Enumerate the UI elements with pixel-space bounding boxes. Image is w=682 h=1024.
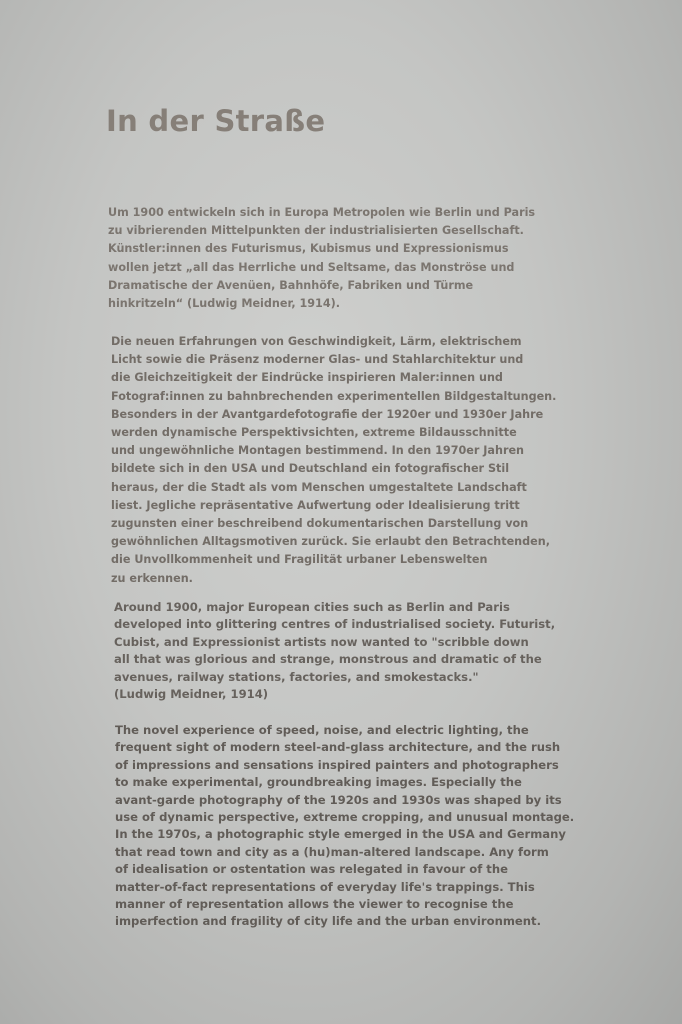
english-paragraph-2: The novel experience of speed, noise, and electric lighting, the frequent sight of modern steel-and-glass architecture, and the rush of impressions and sensations inspired painters and photographers to make experimental, groundbreaking images. Especially the avant-garde photography of the 1920s and 1930s was shaped by its use of dynamic perspective, extreme cropping, and unusual montage. In the 1970s, a photographic style emerged in the USA and Germany that read town and city as a (hu)man-altered landscape. Any form of idealisation or ostentation was relegated in favour of the matter-of-fact representations of everyday life's trappings. This manner of representation allows the viewer to recognise the imperfection and fragility of city life and the urban environment. bbox=[115, 723, 575, 929]
german-paragraph-2: Die neuen Erfahrungen von Geschwindigkeit, Lärm, elektrischem Licht sowie die Präsenz moderner Glas- und Stahlarchitektur und die Gleichzeitigkeit der Eindrücke inspirieren Maler:innen und Fotograf:innen zu bahnbrechenden experimentellen Bildgestaltungen. Besonders in der Avantgardefotografie der 1920er und 1930er Jahre werden dynamische Perspektivsichten, extreme Bildausschnitte und ungewöhnliche Montagen bestimmend. In den 1970er Jahren bildete sich in den USA und Deutschland ein fotografischer Stil heraus, der die Stadt als vom Menschen umgestaltete Landschaft liest. Jegliche repräsentative Aufwertung oder Idealisierung tritt zugunsten einer beschreibend dokumentarischen Darstellung von gewöhnlichen Alltagsmotiven zurück. Sie erlaubt den Betrachtenden, die Unvollkommenheit und Fragilität urbaner Lebenswelten zu erkennen. bbox=[111, 335, 557, 585]
english-paragraph-1: Around 1900, major European cities such as Berlin and Paris developed into glittering centres of industrialised society. Futurist, Cubist, and Expressionist artists now wanted to "scribble down all that was glorious and strange, monstrous and dramatic of the avenues, railway stations, factories, and smokestacks." (Ludwig Meidner, 1914) bbox=[114, 600, 556, 702]
german-paragraph-1: Um 1900 entwickeln sich in Europa Metropolen wie Berlin und Paris zu vibrierenden Mittelpunkten der industrialisierten Gesellschaft. Künstler:innen des Futurismus, Kubismus und Expressionismus wollen jetzt „all das Herrliche und Seltsame, das Monströse und Dramatische der Avenüen, Bahnhöfe, Fabriken und Türme hinkritzeln“ (Ludwig Meidner, 1914). bbox=[108, 206, 536, 311]
panel-title: In der Straße bbox=[106, 104, 326, 138]
